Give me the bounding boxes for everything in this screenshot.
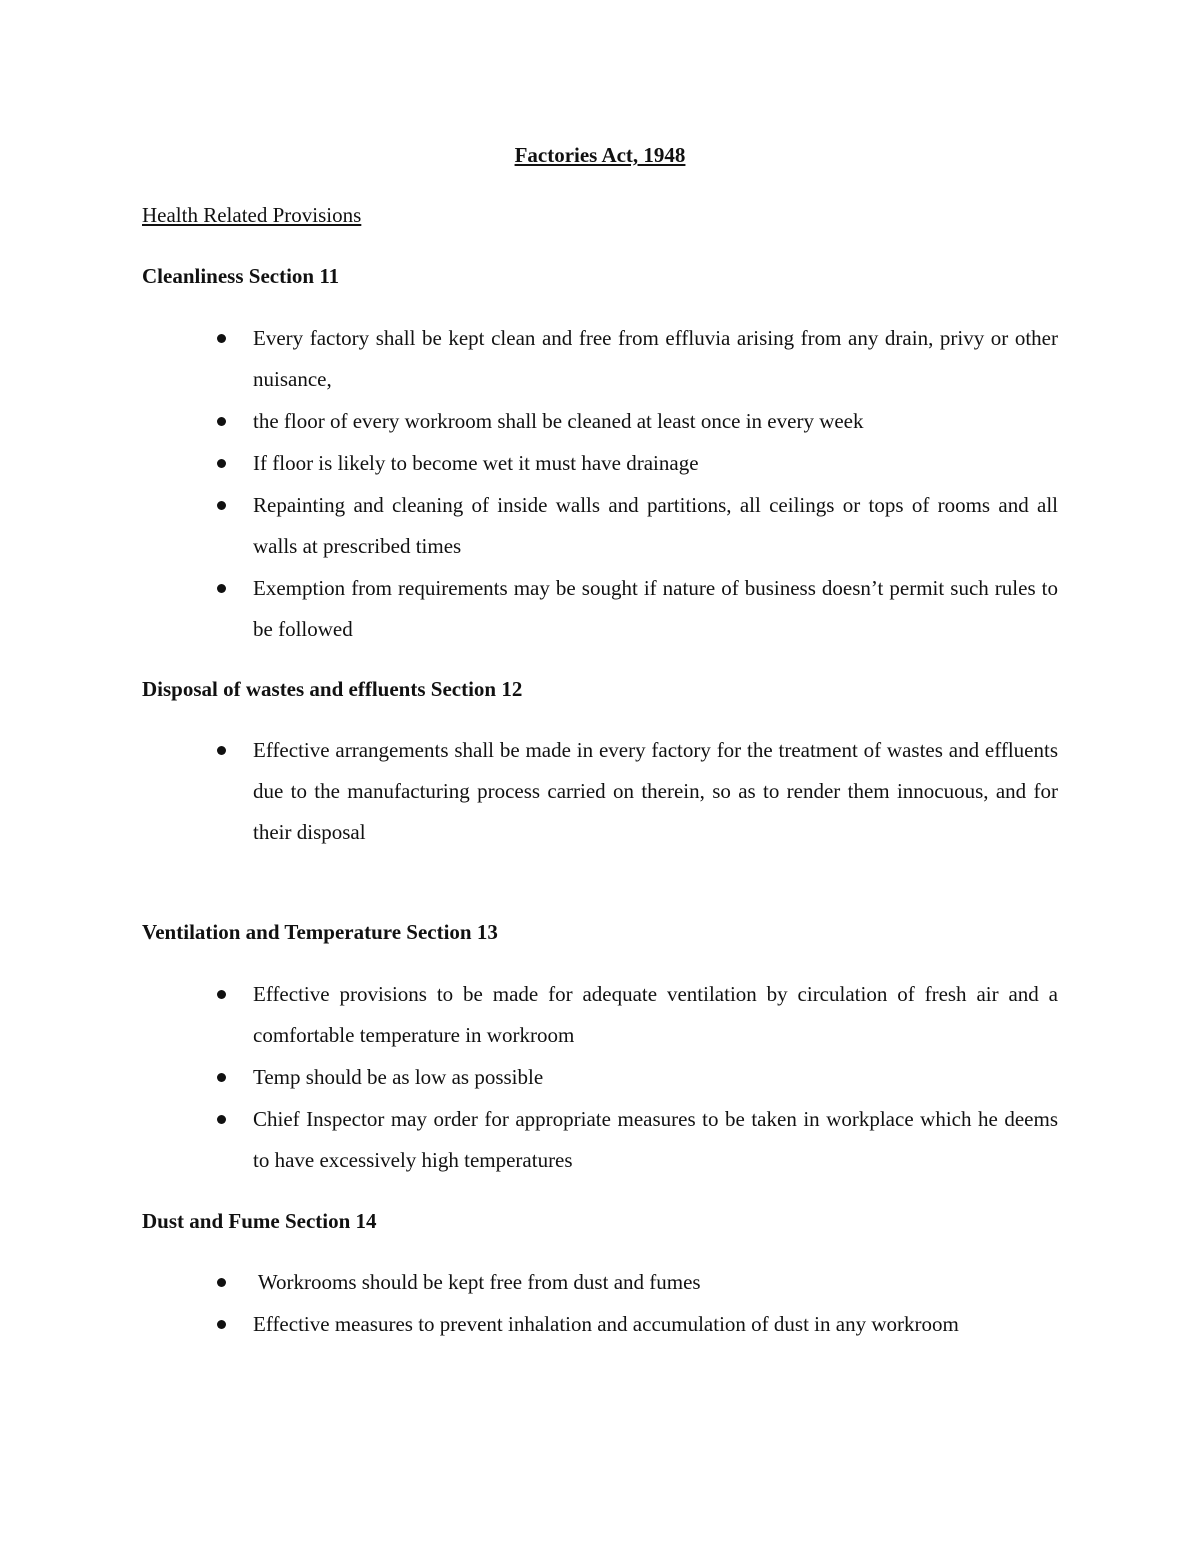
document-title: Factories Act, 1948: [514, 143, 686, 167]
bullet-icon: [217, 501, 226, 510]
list-item: [142, 974, 1058, 1056]
bullet-icon: [217, 990, 226, 999]
bullet-text: Exemption from requirements may be sought if nature of business doesn’t permit such rules to be followed: [253, 576, 1058, 641]
bullet-text: Effective measures to prevent inhalation and accumulation of dust in any workroom: [253, 1312, 959, 1336]
bullet-text: the floor of every workroom shall be cleaned at least once in every week: [253, 409, 864, 433]
list-item: [142, 1304, 1058, 1345]
bullet-icon: [217, 584, 226, 593]
bullet-icon: [217, 1115, 226, 1124]
bullet-text: Temp should be as low as possible: [253, 1065, 544, 1089]
bullet-text: Effective provisions to be made for adequate ventilation by circulation of fresh air and a comfortable temperature in workroom: [253, 982, 1058, 1047]
bullet-icon: [217, 1320, 226, 1329]
section-heading-dust-fume: Dust and Fume Section 14: [142, 1209, 377, 1233]
bullet-text: Workrooms should be kept free from dust and fumes: [253, 1270, 701, 1294]
section-heading-disposal: Disposal of wastes and effluents Section 12: [142, 677, 523, 701]
bullet-text: Every factory shall be kept clean and free from effluvia arising from any drain, privy or other nuisance,: [253, 326, 1058, 391]
section-heading-ventilation: Ventilation and Temperature Section 13: [142, 920, 498, 944]
bullet-text: Chief Inspector may order for appropriate measures to be taken in workplace which he deems to have excessively high temperatures: [253, 1107, 1058, 1172]
list-item: [142, 401, 1058, 442]
list-item: [142, 1262, 1058, 1303]
document-subtitle: Health Related Provisions: [142, 203, 362, 227]
bullet-text: Effective arrangements shall be made in every factory for the treatment of wastes and effluents due to the manufacturing process carried on therein, so as to render them innocuous, and for their disposal: [253, 738, 1058, 844]
bullet-text: Repainting and cleaning of inside walls and partitions, all ceilings or tops of rooms and all walls at prescribed times: [253, 493, 1058, 558]
bullet-text: If floor is likely to become wet it must have drainage: [253, 451, 699, 475]
bullet-list-dust-fume: [142, 1262, 1058, 1345]
bullet-icon: [217, 459, 226, 468]
list-item: [142, 1057, 1058, 1098]
list-item: [142, 318, 1058, 400]
bullet-list-cleanliness: [142, 318, 1058, 650]
bullet-icon: [217, 417, 226, 426]
list-item: [142, 443, 1058, 484]
bullet-icon: [217, 334, 226, 343]
bullet-list-disposal: [142, 730, 1058, 853]
bullet-list-ventilation: [142, 974, 1058, 1181]
list-item: [142, 568, 1058, 650]
list-item: [142, 730, 1058, 853]
bullet-icon: [217, 746, 226, 755]
bullet-icon: [217, 1073, 226, 1082]
list-item: [142, 485, 1058, 567]
bullet-icon: [217, 1278, 226, 1287]
section-heading-cleanliness: Cleanliness Section 11: [142, 264, 340, 288]
list-item: [142, 1099, 1058, 1181]
